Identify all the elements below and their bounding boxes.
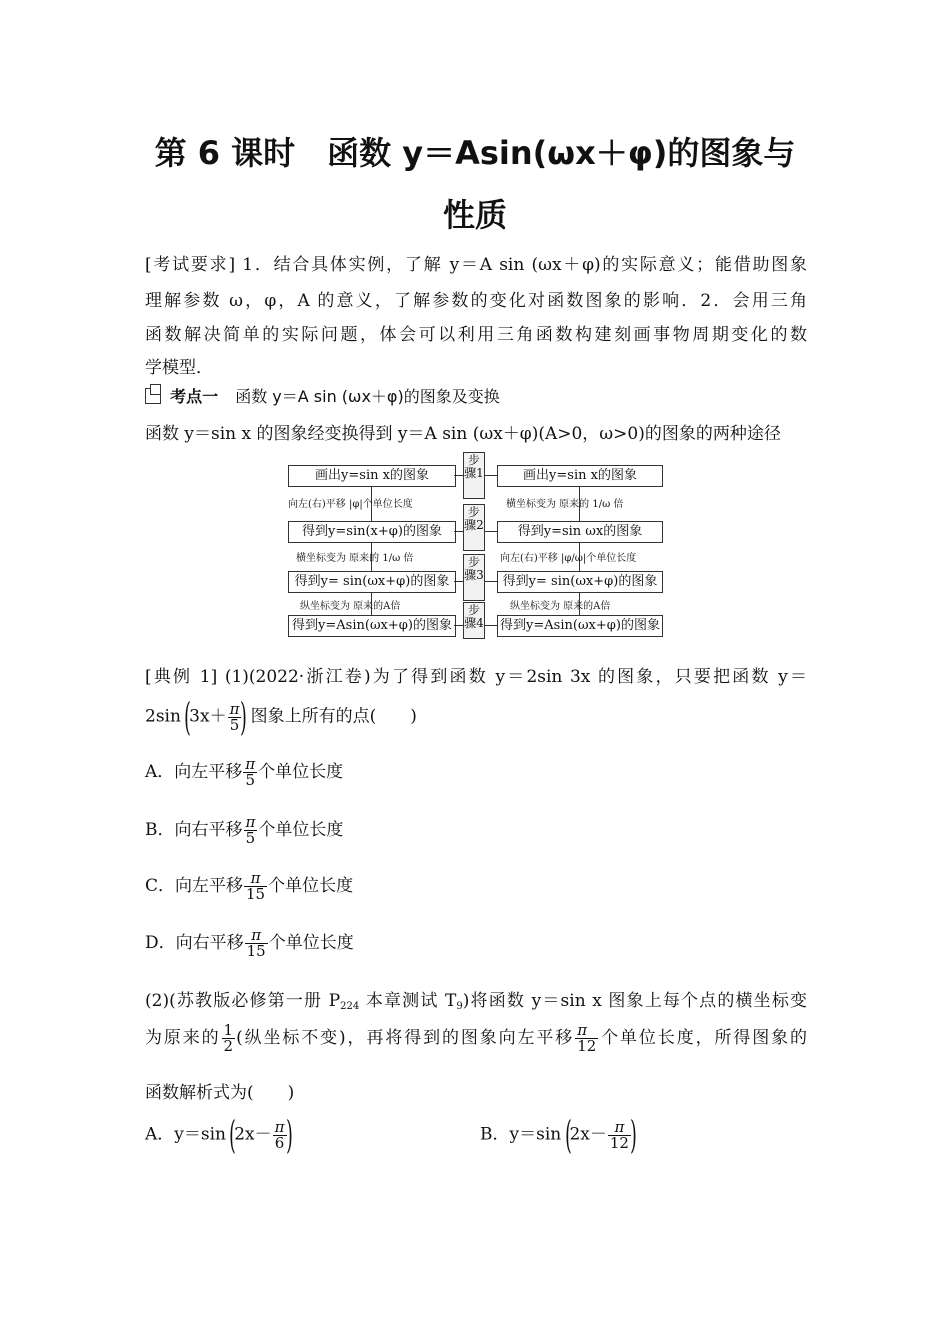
section-title: 函数 y＝A sin (ωx＋φ)的图象及变换 [235,387,500,406]
option-d[interactable]: D．向右平移 $\frac{\pi}{15}$ 个单位长度 [145,926,354,960]
option-b[interactable]: B．向右平移 $\frac{\pi}{5}$ 个单位长度 [145,813,344,847]
section-heading [145,384,500,407]
left-note-2: 横坐标变为 原来的 1/ω 倍 [296,553,414,564]
step-1: 步骤1 [463,452,485,499]
left-box-2: 得到y=sin(x+φ)的图象 [288,521,456,543]
section-label: 考点一 [170,387,219,406]
example-1-q1-line-1: [典例 1] (1)(2022·浙江卷)为了得到函数 y＝2sin 3x 的图象，只要把函数 y＝ [145,667,808,687]
q2-option-b[interactable]: B．y＝sin (2x－ $\frac{\pi}{12}$ ) [480,1113,637,1157]
left-box-4: 得到y=Asin(ωx+φ)的图象 [288,615,456,637]
option-a[interactable]: A．向左平移 $\frac{\pi}{5}$ 个单位长度 [145,755,344,789]
example-1-q2-line-2: 为原来的 $\frac{1}{2}$ (纵坐标不变)，再将得到的图象向左平移 $\frac{\pi}{12}$ 个单位长度，所得图象的 [145,1021,808,1055]
transform-diagram [288,452,664,638]
right-note-3: 纵坐标变为 原来的A倍 [510,601,611,612]
example-1-q1-line-2: 2sin (3x＋ $\frac{\pi}{5}$ ) 图象上所有的点( ) [145,695,417,739]
left-box-1: 画出y=sin x的图象 [288,465,456,487]
requirements-line-2: 理解参数 ω，φ，A 的意义，了解参数的变化对函数图象的影响．2．会用三角 [145,291,807,311]
example-1-q2-line-1: (2)(苏教版必修第一册 $P_{224}$ 本章测试 $T_9$)将函数 y＝sin x 图象上每个点的横坐标变 [145,991,807,1012]
option-c[interactable]: C．向左平移 $\frac{\pi}{15}$ 个单位长度 [145,869,354,903]
right-box-2: 得到y=sin ωx的图象 [497,521,663,543]
page-title: 第 6 课时 函数 y＝Asin(ωx＋φ)的图象与 [154,134,796,172]
q2-option-a[interactable]: A．y＝sin (2x－ $\frac{\pi}{6}$ ) [145,1113,293,1157]
left-note-1: 向左(右)平移 |φ|个单位长度 [288,499,413,510]
step-2: 步骤2 [463,504,485,551]
requirements-line-1: [考试要求] 1．结合具体实例，了解 y＝A sin (ωx＋φ)的实际意义；能借助图象 [145,255,807,275]
right-box-1: 画出y=sin x的图象 [497,465,663,487]
step-4: 步骤4 [463,602,485,639]
example-label: [典例 1] [145,667,218,687]
requirements-line-4: 学模型． [145,358,213,378]
requirements-line-3: 函数解决简单的实际问题，体会可以利用三角函数构建刻画事物周期变化的数 [145,325,807,345]
requirements-label: [考试要求] [145,255,236,275]
left-box-3: 得到y= sin(ωx+φ)的图象 [288,571,456,593]
step-3: 步骤3 [463,554,485,601]
right-note-2: 向左(右)平移 |φ/ω|个单位长度 [500,553,637,564]
fraction: $\frac{\pi}{5}$ [229,699,240,734]
section-icon [145,388,161,404]
right-box-4: 得到y=Asin(ωx+φ)的图象 [497,615,663,637]
intro-text: 函数 y＝sin x 的图象经变换得到 y＝A sin (ωx＋φ)(A>0，ω>0)的图象的两种途径 [145,424,781,444]
example-1-q2-line-3: 函数解析式为( ) [145,1083,295,1103]
left-note-3: 纵坐标变为 原来的A倍 [300,601,401,612]
page-title-cont: 性质 [442,196,507,234]
right-box-3: 得到y= sin(ωx+φ)的图象 [497,571,663,593]
right-note-1: 横坐标变为 原来的 1/ω 倍 [506,499,624,510]
